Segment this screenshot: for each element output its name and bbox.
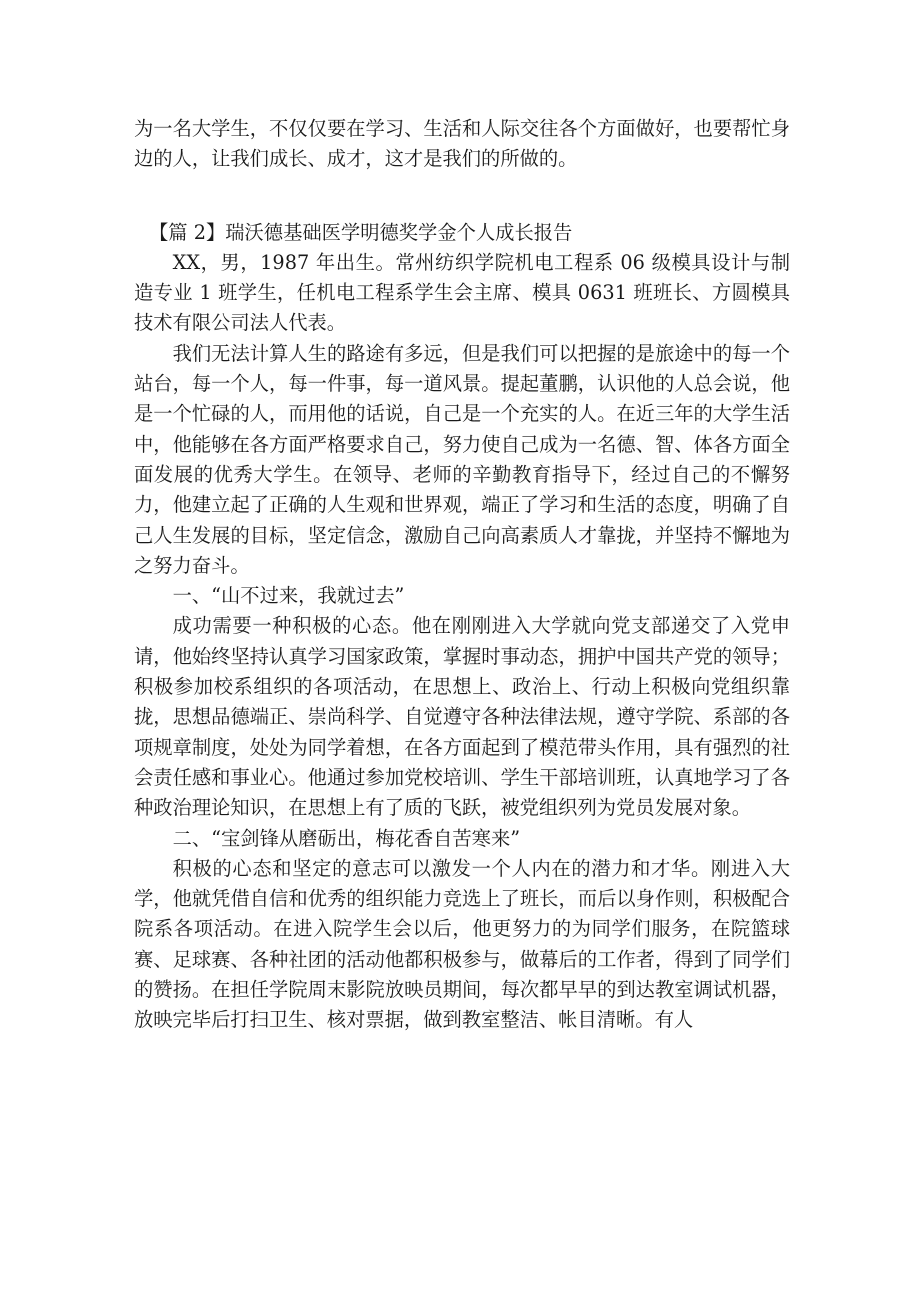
- article-title: 【篇 2】瑞沃德基础医学明德奖学金个人成长报告: [149, 220, 573, 244]
- paragraph-will: 积极的心态和坚定的意志可以激发一个人内在的潜力和才华。刚进入大学，他就凭借自信和优秀的组织能力竞选上了班长，而后以身作则，积极配合院系各项活动。在进入院学生会以后，他更努力的为同学们服务，在院篮球赛、足球赛、各种社团的活动他都积极参与，做幕后的工作者，得到了同学们的赞扬。在担任学院周末影院放映员期间，每次都早早的到达教室调试机器，放映完毕后打扫卫生、核对票据，做到教室整洁、帐目清晰。有人: [134, 856, 790, 1032]
- paragraph-gap: [134, 175, 790, 218]
- paragraph-attitude: 成功需要一种积极的心态。他在刚刚进入大学就向党支部递交了入党申请，他始终坚持认真学习国家政策，掌握时事动态，拥护中国共产党的领导；积极参加校系组织的各项活动，在思想上、政治上、行动上积极向党组织靠拢，思想品德端正、崇尚科学、自觉遵守各种法律法规，遵守学院、系部的各项规章制度，处处为同学着想，在各方面起到了模范带头作用，具有强烈的社会责任感和事业心。他通过参加党校培训、学生干部培训班，认真地学习了各种政治理论知识，在思想上有了质的飞跃，被党组织列为党员发展对象。: [134, 614, 790, 820]
- document-body: [134, 114, 790, 1036]
- paragraph-intro-ending: 为一名大学生，不仅仅要在学习、生活和人际交往各个方面做好，也要帮忙身边的人，让我们成长、成才，这才是我们的所做的。: [134, 117, 790, 171]
- paragraph-bio: XX，男，1987 年出生。常州纺织学院机电工程系 06 级模具设计与制造专业 1 班学生，任机电工程系学生会主席、模具 0631 班班长、方圆模具技术有限公司法人代表。: [134, 250, 790, 335]
- section-heading-2: 二、“宝剑锋从磨砺出，梅花香自苦寒来”: [172, 826, 521, 850]
- paragraph-journey: 我们无法计算人生的路途有多远，但是我们可以把握的是旅途中的每一个站台，每一个人，每一件事，每一道风景。提起董鹏，认识他的人总会说，他是一个忙碌的人，而用他的话说，自己是一个充实的人。在近三年的大学生活中，他能够在各方面严格要求自己，努力使自己成为一名德、智、体各方面全面发展的优秀大学生。在领导、老师的辛勤教育指导下，经过自己的不懈努力，他建立起了正确的人生观和世界观，端正了学习和生活的态度，明确了自己人生发展的目标，坚定信念，激励自己向高素质人才靠拢，并坚持不懈地为之努力奋斗。: [134, 341, 790, 577]
- section-heading-1: 一、“山不过来，我就过去”: [172, 584, 405, 608]
